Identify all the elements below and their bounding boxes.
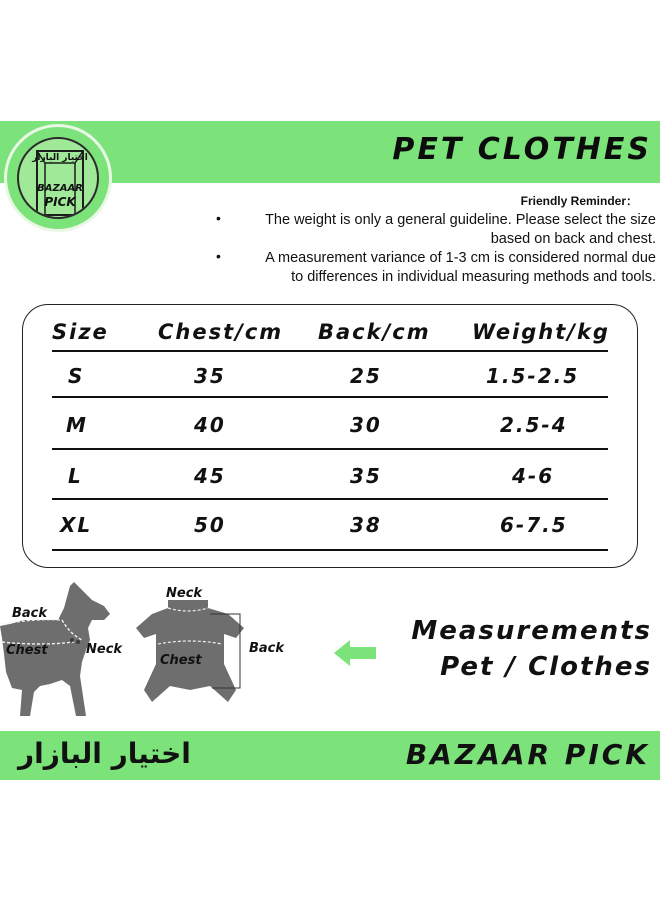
logo-inner-circle (17, 137, 99, 219)
reminder-text: A measurement variance of 1-3 cm is considered normal due (265, 250, 656, 266)
footer-arabic-brand: اختيار البازار (18, 737, 191, 770)
dog-neck-label: Neck (86, 642, 123, 657)
page-title: PET CLOTHES (392, 132, 652, 167)
table-header-back: Back/cm (318, 320, 431, 344)
clothes-neck-label: Neck (166, 586, 203, 601)
table-divider (52, 396, 608, 398)
table-cell-back: 35 (350, 464, 382, 488)
table-cell-back: 25 (350, 364, 382, 388)
table-header-chest: Chest/cm (158, 320, 284, 344)
measurements-subtitle: Pet / Clothes (440, 652, 652, 682)
footer-brand: BAZAAR PICK (405, 738, 650, 771)
table-cell-size: M (66, 413, 88, 437)
table-cell-back: 38 (350, 513, 382, 537)
logo-text-line2: PICK (44, 195, 76, 209)
table-cell-back: 30 (350, 413, 382, 437)
table-divider (52, 498, 608, 500)
dog-chest-label: Chest (6, 643, 48, 658)
logo-text-line1: BAZAAR (37, 183, 83, 194)
arrow-left-icon (334, 640, 378, 666)
table-cell-weight: 2.5-4 (500, 413, 568, 437)
table-cell-weight: 4-6 (512, 464, 555, 488)
clothes-chest-label: Chest (160, 653, 202, 668)
table-divider (52, 549, 608, 551)
reminder-text: based on back and chest. (490, 231, 656, 247)
bullet-dot: • (216, 210, 221, 226)
table-cell-chest: 40 (194, 413, 226, 437)
table-cell-weight: 1.5-2.5 (486, 364, 580, 388)
dog-back-label: Back (12, 606, 48, 621)
table-cell-size: S (68, 364, 85, 388)
logo-arabic-text: اختيار البازار (32, 153, 88, 163)
table-header-weight: Weight/kg (472, 320, 610, 344)
table-divider (52, 350, 608, 352)
reminder-text: to differences in individual measuring methods and tools. (291, 269, 656, 285)
brand-logo (4, 124, 112, 232)
reminder-text: The weight is only a general guideline. Please select the size (265, 212, 656, 228)
table-cell-size: L (68, 464, 83, 488)
clothes-back-label: Back (249, 641, 285, 656)
table-cell-size: XL (60, 513, 93, 537)
table-cell-weight: 6-7.5 (500, 513, 568, 537)
bullet-dot: • (216, 248, 221, 264)
table-header-size: Size (52, 320, 109, 344)
table-cell-chest: 35 (194, 364, 226, 388)
table-cell-chest: 50 (194, 513, 226, 537)
measurements-title: Measurements (411, 616, 652, 646)
table-cell-chest: 45 (194, 464, 226, 488)
table-divider (52, 448, 608, 450)
reminder-title: Friendly Reminder： (520, 194, 638, 208)
